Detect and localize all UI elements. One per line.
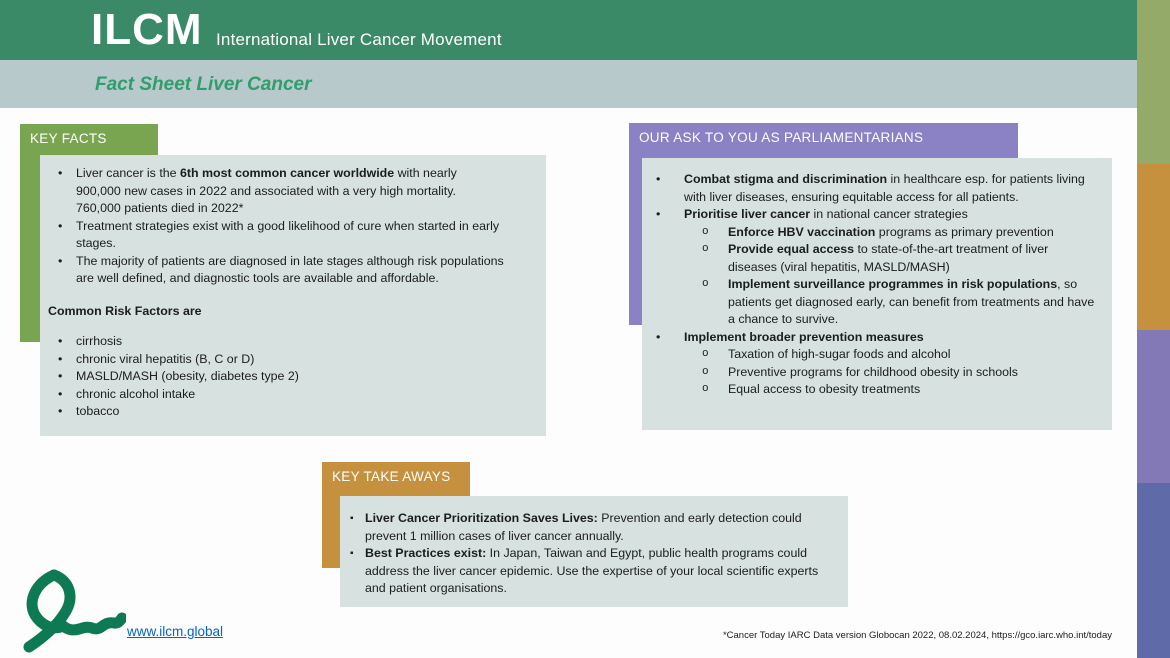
strip-segment-purple [1137, 330, 1170, 483]
green-ribbon-icon [14, 566, 126, 658]
takeaways-title: KEY TAKE AWAYS [332, 469, 451, 484]
key-facts-list [48, 165, 504, 288]
list-item: • Combat stigma and discrimination in healthcare esp. for patients living with liver diseases, ensuring equitable access for all patients. [650, 171, 1096, 206]
risk-factors-list [48, 333, 504, 421]
list-item: • chronic viral hepatitis (B, C or D) [48, 351, 504, 369]
list-item: o Provide equal access to state-of-the-art treatment of liver diseases (viral hepatitis, MASLD/MASH) [684, 241, 1096, 276]
takeaways-list [348, 510, 834, 598]
page-title: Fact Sheet Liver Cancer [95, 74, 312, 95]
list-item: o Equal access to obesity treatments [684, 381, 1096, 399]
decorative-color-strip [1137, 0, 1170, 658]
takeaways-box [340, 496, 848, 607]
citation-text: *Cancer Today IARC Data version Globocan 2022, 08.02.2024, https://gco.iarc.who.int/today [722, 630, 1112, 641]
list-item: o Enforce HBV vaccination programs as primary prevention [684, 224, 1096, 242]
strip-segment-blue [1137, 483, 1170, 658]
list-item: • Implement broader prevention measures o Taxation of high-sugar foods and alcohol o Preventive programs for childhood obesity in schools o Equal access to obesity treatments [650, 329, 1096, 399]
strip-segment-gold [1137, 164, 1170, 330]
ilcm-logo: ILCM [91, 5, 203, 54]
list-item: ▪ Best Practices exist: In Japan, Taiwan and Egypt, public health programs could address the liver cancer epidemic. Use the expertise of your local scientific experts and patient organisations. [348, 545, 834, 598]
asks-box [642, 158, 1112, 430]
key-facts-box [40, 155, 546, 436]
list-item: o Implement surveillance programmes in risk populations, so patients get diagnosed early, can benefit from treatments and have a chance to survive. [684, 276, 1096, 329]
asks-title: OUR ASK TO YOU AS PARLIAMENTARIANS [639, 130, 924, 145]
header-bar [0, 0, 1137, 60]
website-link[interactable]: www.ilcm.global [127, 624, 224, 639]
org-name: International Liver Cancer Movement [216, 30, 502, 49]
risk-factors-heading: Common Risk Factors are [48, 303, 202, 318]
list-item: • MASLD/MASH (obesity, diabetes type 2) [48, 368, 504, 386]
asks-list [650, 171, 1096, 399]
asks-sublist [684, 224, 1096, 329]
list-item: o Preventive programs for childhood obesity in schools [684, 364, 1096, 382]
subheader-bar [0, 60, 1137, 108]
list-item: • Prioritise liver cancer in national cancer strategies o Enforce HBV vaccination programs as primary prevention o Provide equal access to state-of-the-art treatment of liver diseases (viral hepatitis, MASLD/MASH) o Implement surveillance programmes in risk populations, so patients get diagnosed early, can benefit from treatments and have a chance to survive. [650, 206, 1096, 329]
list-item: • Treatment strategies exist with a good likelihood of cure when started in early stages. [48, 218, 504, 253]
asks-sublist [684, 346, 1096, 399]
key-facts-title: KEY FACTS [30, 131, 107, 146]
list-item: ▪ Liver Cancer Prioritization Saves Lives: Prevention and early detection could prevent 1 million cases of liver cancer annually. [348, 510, 834, 545]
list-item: • tobacco [48, 403, 504, 421]
list-item: • cirrhosis [48, 333, 504, 351]
strip-segment-olive [1137, 0, 1170, 164]
list-item: • chronic alcohol intake [48, 386, 504, 404]
list-item: • Liver cancer is the 6th most common cancer worldwide with nearly 900,000 new cases in 2022 and associated with a very high mortality. 760,000 patients died in 2022* [48, 165, 504, 218]
list-item: • The majority of patients are diagnosed in late stages although risk populations are well defined, and diagnostic tools are available and affordable. [48, 253, 504, 288]
list-item: o Taxation of high-sugar foods and alcohol [684, 346, 1096, 364]
